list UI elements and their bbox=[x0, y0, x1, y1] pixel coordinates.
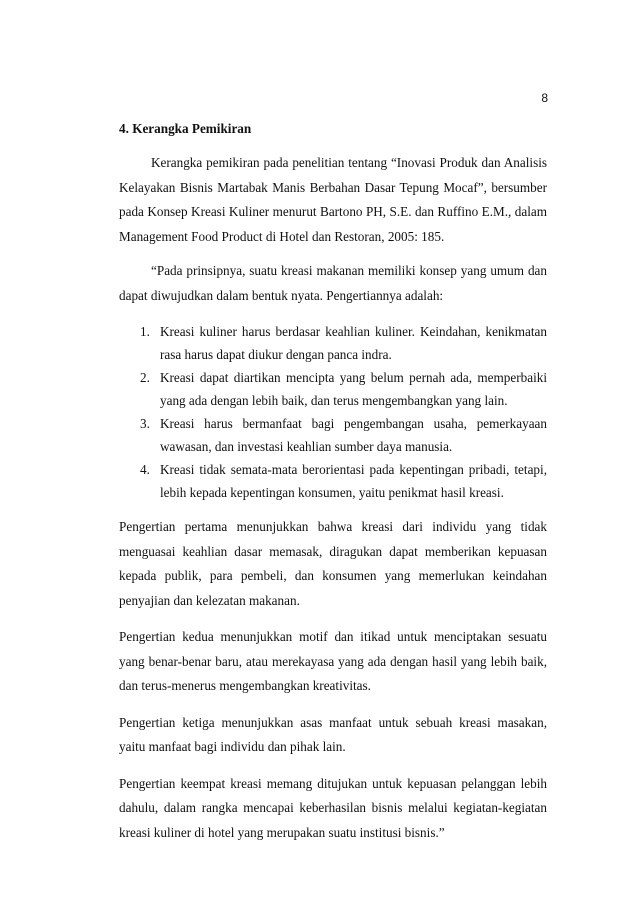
explanation-paragraph-1: Pengertian pertama menunjukkan bahwa kreasi dari individu yang tidak menguasai keahlian dasar memasak, diragukan dapat memberikan kepuasan kepada publik, para pembeli, dan konsumen yang memerlukan keindahan penyajian dan kelezatan makanan. bbox=[119, 519, 547, 608]
list-item-number: 3. bbox=[140, 416, 150, 431]
page-number: 8 bbox=[541, 91, 548, 105]
explanation-paragraph-3: Pengertian ketiga menunjukkan asas manfaat untuk sebuah kreasi masakan, yaitu manfaat bagi individu dan pihak lain. bbox=[119, 714, 547, 754]
list-item bbox=[119, 320, 547, 366]
list-item bbox=[119, 366, 547, 412]
list-item bbox=[119, 412, 547, 458]
list-item-text: Kreasi dapat diartikan mencipta yang belum pernah ada, memperbaiki yang ada dengan lebih baik, dan terus mengembangkan yang lain. bbox=[160, 370, 547, 408]
concept-list bbox=[119, 320, 547, 504]
list-item bbox=[119, 458, 547, 504]
list-item-text: Kreasi kuliner harus berdasar keahlian kuliner. Keindahan, kenikmatan rasa harus dapat diukur dengan panca indra. bbox=[160, 324, 547, 362]
intro-paragraph: Kerangka pemikiran pada penelitian tentang “Inovasi Produk dan Analisis Kelayakan Bisnis Martabak Manis Berbahan Dasar Tepung Mocaf”, bersumber pada Konsep Kreasi Kuliner menurut Bartono PH, S.E. dan Ruffino E.M., dalam Management Food Product di Hotel dan Restoran, 2005: 185. bbox=[119, 155, 547, 244]
list-item-text: Kreasi tidak semata-mata berorientasi pada kepentingan pribadi, tetapi, lebih kepada kepentingan konsumen, yaitu penikmat hasil kreasi. bbox=[160, 462, 547, 500]
explanation-paragraph-2: Pengertian kedua menunjukkan motif dan itikad untuk menciptakan sesuatu yang benar-benar baru, atau merekayasa yang ada dengan hasil yang lebih baik, dan terus-menerus mengembangkan kreativitas. bbox=[119, 629, 547, 693]
list-item-number: 2. bbox=[140, 370, 150, 385]
quote-intro-paragraph: “Pada prinsipnya, suatu kreasi makanan memiliki konsep yang umum dan dapat diwujudkan dalam bentuk nyata. Pengertiannya adalah: bbox=[119, 263, 547, 303]
page-content bbox=[119, 121, 547, 845]
list-item-number: 1. bbox=[140, 324, 150, 339]
list-item-text: Kreasi harus bermanfaat bagi pengembangan usaha, pemerkayaan wawasan, dan investasi keahlian sumber daya manusia. bbox=[160, 416, 547, 454]
list-item-number: 4. bbox=[140, 462, 150, 477]
explanation-paragraph-4: Pengertian keempat kreasi memang ditujukan untuk kepuasan pelanggan lebih dahulu, dalam rangka mencapai keberhasilan bisnis melalui kegiatan-kegiatan kreasi kuliner di hotel yang merupakan suatu institusi bisnis.” bbox=[119, 775, 547, 840]
section-title: 4. Kerangka Pemikiran bbox=[119, 121, 252, 136]
